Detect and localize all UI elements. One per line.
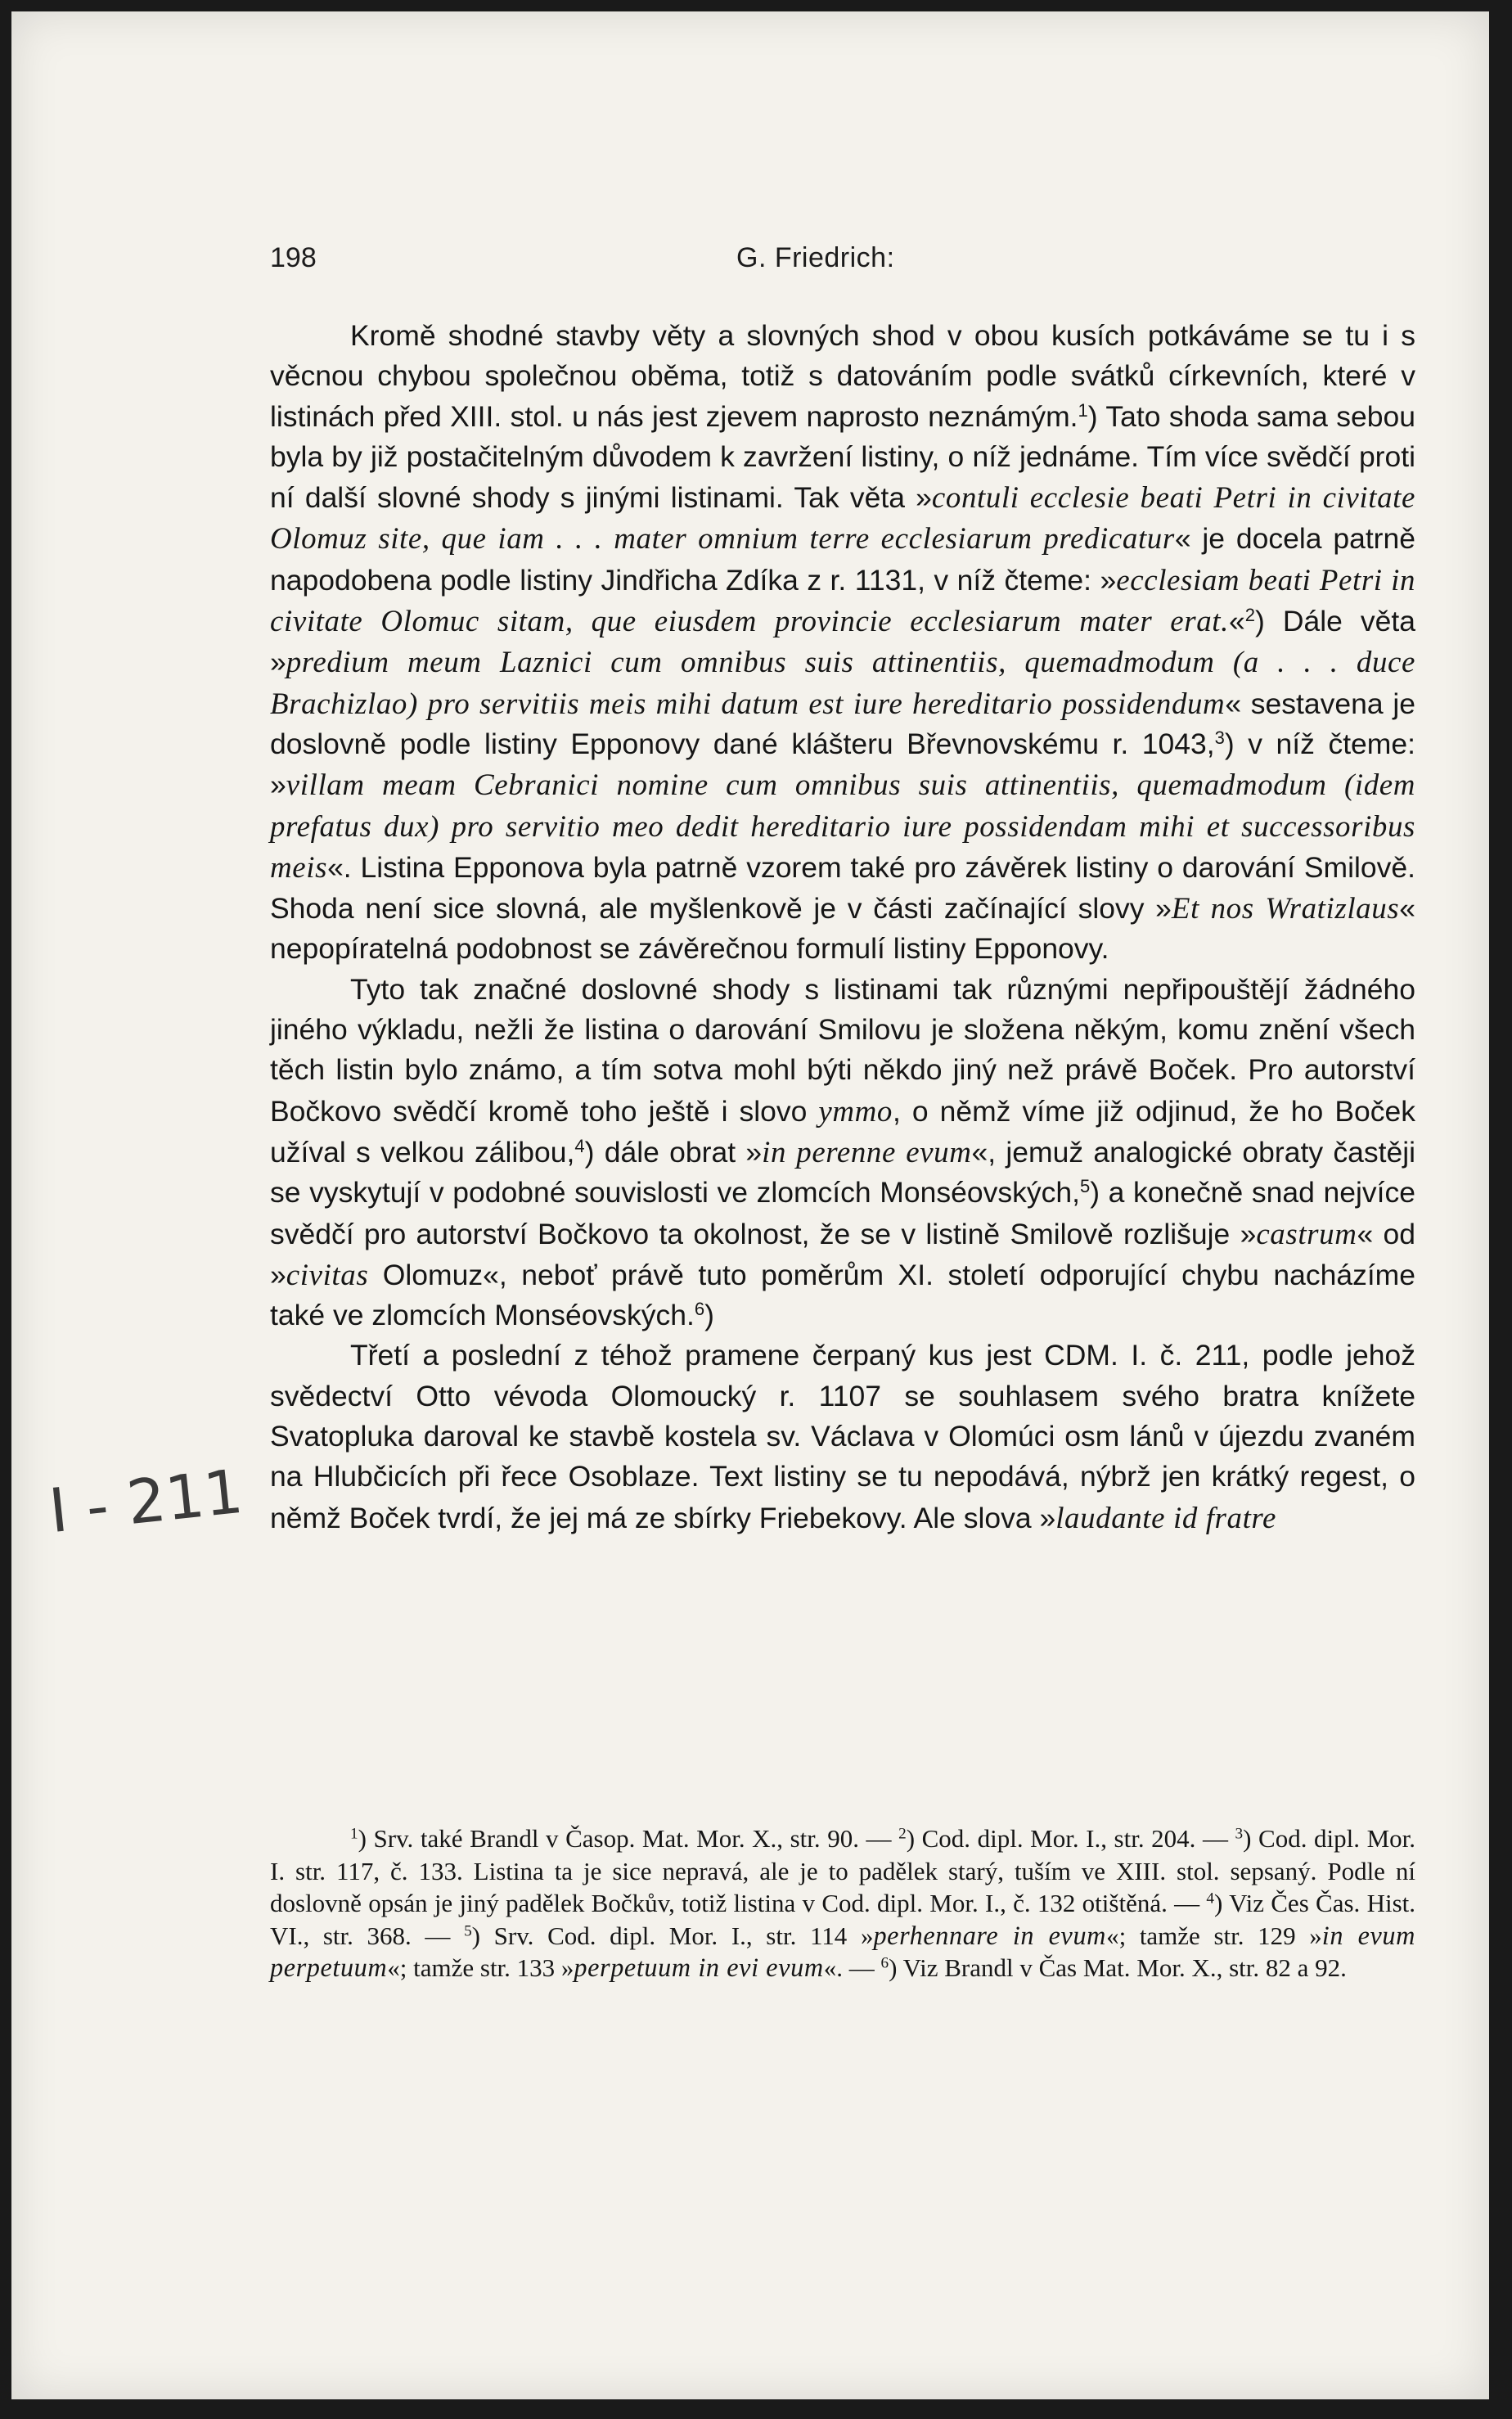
- latin-word: castrum: [1256, 1216, 1357, 1250]
- latin-word: ymmo: [818, 1093, 893, 1128]
- latin-quote: contuli ecclesie beati Petri in civitate Olomuz site, que iam . . . mater omnium terre ecclesiarum predicatur: [270, 480, 1415, 556]
- handwritten-margin-note: I - 211: [46, 1456, 246, 1547]
- footnote-ref-2[interactable]: 2: [1244, 604, 1255, 625]
- footnotes: [270, 1822, 1415, 1984]
- footnote-block: $^1$) Srv. také Brandl v Časop. Mat. Mor. X., str. 90. — $^2$) Cod. dipl. Mor. I., str. 204. — $^3$) Cod. dipl. Mor. I. str. 117, č. 133. Listina ta je sice nepravá, ale je to padělek starý, tuším ve XIII. stol. sepsaný. Podle ní doslovně opsán je jiný padělek Bočkův, totiž listina v Cod. dipl. Mor. I., č. 132 otištěná. — $^4$) Viz Čes Čas. Hist. VI., str. 368. — $^5$) Srv. Cod. dipl. Mor. I., str. 114 »perhennare in evum«; tamže str. 129 »in evum perpetuum«; tamže str. 133 »perpetuum in evi evum«. — $^6$) Viz Brandl v Čas Mat. Mor. X., str. 82 a 92.: [270, 1824, 1416, 1982]
- paragraph-1: Kromě shodné stavby věty a slovných shod v obou kusích potkáváme se tu i s věcnou chybou společnou oběma, totiž s datováním podle svátků církevních, které v listinách před XIII. stol. u nás jest zjevem naprosto neznámým.$^1$) Tato shoda sama sebou byla by již postačitelným důvodem k zavržení listiny, o níž jednáme. Tím více svědčí proti ní další slovné shody s jinými listinami. Tak věta »contuli ecclesie beati Petri in civitate Olomuz site, que iam . . . mater omnium terre ecclesiarum predicatur« je docela patrně napodobena podle listiny Jindřicha Zdíka z r. 1131, v níž čteme: »ecclesiam beati Petri in civitate Olomuc sitam, que eiusdem provincie ecclesiarum mater erat.«$^2$) Dále věta »predium meum Laznici cum omnibus suis attinentiis, quemadmodum (a . . . duce Brachizlao) pro servitiis meis mihi datum est iure hereditario possidendum« sestavena je doslovně podle listiny Epponovy dané klášteru Břevnovskému r. 1043,$^3$) v níž čteme: »villam meam Cebranici nomine cum omnibus suis attinentiis, quemadmodum (idem prefatus dux) pro servitio meo dedit hereditario iure possidendam mihi et successoribus meis«. Listina Epponova byla patrně vzorem také pro závěrek listiny o darování Smilově. Shoda není sice slovná, ale myšlenkově je v části začínající slovy »Et nos Wratizlaus« nepopíratelná podobnost se závěrečnou formulí listiny Epponovy.: [270, 319, 1415, 966]
- latin-quote: in perenne evum: [762, 1134, 972, 1169]
- main-text: [270, 316, 1415, 1538]
- page-header: [270, 242, 1415, 283]
- latin-quote: laudante id fratre: [1055, 1500, 1276, 1534]
- paragraph-3: Třetí a poslední z téhož pramene čerpaný kus jest CDM. I. č. 211, podle jehož svědectví Otto vévoda Olomoucký r. 1107 se souhlasem svého bratra knížete Svatopluka daroval ke stavbě kostela sv. Václava v Olomúci osm lánů v újezdu zvaném na Hlubčicích při řece Osoblaze. Text listiny se tu nepodává, nýbrž jen krátký regest, o němž Boček tvrdí, že jej má ze sbírky Friebekovy. Ale slova »laudante id fratre: [270, 1339, 1415, 1534]
- running-head: G. Friedrich:: [736, 242, 895, 273]
- page-number: 198: [270, 242, 317, 273]
- footnote-ref-4[interactable]: 4: [574, 1135, 585, 1156]
- paragraph-2: Tyto tak značné doslovné shody s listinami tak různými nepřipouštějí žádného jiného výkladu, nežli že listina o darování Smilovu je složena někým, komu znění všech těch listin bylo známo, a tím sotva mohl býti někdo jiný než právě Boček. Pro autorství Bočkovo svědčí kromě toho ještě i slovo ymmo, o němž víme již odjinud, že ho Boček užíval s velkou zálibou,$^4$) dále obrat »in perenne evum«, jemuž analogické obraty častěji se vyskytují v podobné souvislosti ve zlomcích Monséovských,$^5$) a konečně snad nejvíce svědčí pro autorství Bočkovo ta okolnost, že se v listině Smilově rozlišuje »castrum« od »civitas Olomuz«, neboť právě tuto poměrům XI. století odporující chybu nacházíme také ve zlomcích Monséovských.$^6$): [270, 972, 1415, 1332]
- footnote-ref-6[interactable]: 6: [694, 1299, 705, 1320]
- footnote-ref-1[interactable]: 1: [1078, 399, 1088, 421]
- latin-quote: Et nos Wratizlaus: [1171, 891, 1400, 926]
- latin-quote: villam meam Cebranici nomine cum omnibus suis attinentiis, quemadmodum (idem prefatus dux) pro servitio meo dedit hereditario iure possidendam mihi et successoribus meis: [270, 768, 1415, 884]
- footnote-ref-3[interactable]: 3: [1214, 727, 1225, 748]
- footnote-ref-5[interactable]: 5: [1079, 1176, 1091, 1197]
- latin-word: civitas: [286, 1257, 369, 1291]
- latin-quote: ecclesiam beati Petri in civitate Olomuc sitam, que eiusdem provincie ecclesiarum mater erat.: [270, 562, 1415, 638]
- latin-quote: predium meum Laznici cum omnibus suis attinentiis, quemadmodum (a . . . duce Brachizlao) pro servitiis meis mihi datum est iure hereditario possidendum: [270, 645, 1415, 720]
- scanned-page: [11, 11, 1489, 2399]
